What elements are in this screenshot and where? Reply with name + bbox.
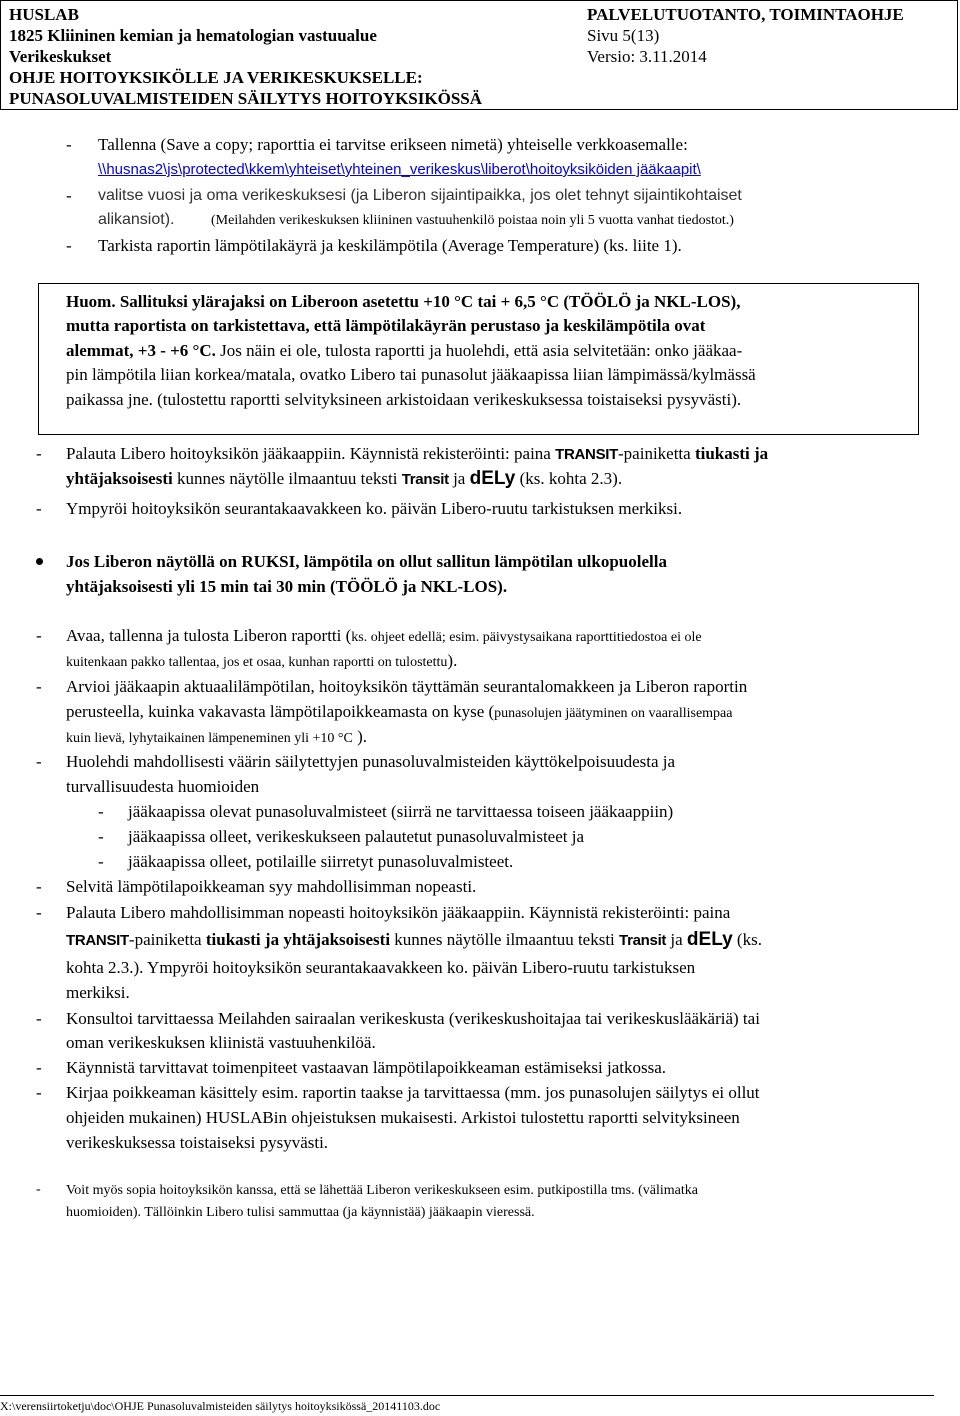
- return-fast-line2: TRANSIT-painiketta tiukasti ja yhtäjaksoisesti kunnes näytölle ilmaantuu teksti Transit ja dELy (ks.: [66, 929, 762, 950]
- return-fast-line1: Palauta Libero mahdollisimman nopeasti hoitoyksikön jääkaappiin. Käynnistä rekisteröinti: paina: [66, 903, 731, 922]
- record-line3: verikeskuksessa toistaiseksi pysyvästi.: [66, 1133, 329, 1152]
- header-version: Versio: 3.11.2014: [587, 47, 707, 66]
- warning-line1: Huom. Sallituksi ylärajaksi on Liberoon asetettu +10 °C tai + 6,5 °C (TÖÖLÖ ja NKL-LOS),: [66, 292, 741, 311]
- assess-line3: kuin lievä, lyhytaikainen lämpeneminen yli +10 °C ).: [66, 727, 367, 746]
- list-dash: -: [36, 1058, 42, 1077]
- dely-display-text: dELy: [469, 468, 516, 489]
- warning-line3-normal: Jos näin ei ole, tulosta raportti ja huolehdi, että asia selvitetään: onko jääkaa-: [215, 341, 743, 360]
- list-dash: -: [98, 827, 104, 846]
- header-doc-type: PALVELUTUOTANTO, TOIMINTAOHJE: [587, 5, 904, 24]
- assess-line1: Arvioi jääkaapin aktuaalilämpötilan, hoitoyksikön täyttämän seurantalomakkeen ja Liberon raportin: [66, 677, 748, 696]
- header-department: 1825 Kliininen kemian ja hematologian vastuualue: [9, 26, 377, 45]
- list-dash: -: [36, 877, 42, 896]
- header-org: HUSLAB: [9, 5, 79, 24]
- usability-line2: turvallisuudesta huomioiden: [66, 777, 260, 796]
- note-line1: Voit myös sopia hoitoyksikön kanssa, että se lähettää Liberon verikeskukseen esim. putkipostilla tms. (välimatka: [66, 1183, 698, 1198]
- header-instruction-line1: OHJE HOITOYKSIKÖLLE JA VERIKESKUKSELLE:: [9, 68, 423, 87]
- assess-line2: perusteella, kuinka vakavasta lämpötilapoikkeamasta on kyse (punasolujen jäätyminen on vaarallisempaa: [66, 702, 733, 721]
- header-page: Sivu 5(13): [587, 26, 660, 45]
- warning-line5: paikassa jne. (tulostettu raportti selvityksineen arkistoidaan verikeskuksessa toistaiseksi pysyvästi).: [66, 390, 742, 409]
- transit-button-label: TRANSIT: [555, 446, 619, 463]
- return-fast-line4: merkiksi.: [66, 983, 130, 1002]
- network-path-link[interactable]: \\husnas2\js\protected\kkem\yhteiset\yhteinen_verikeskus\liberot\hoitoyksiköiden jääkaapit\: [98, 161, 701, 178]
- header-unit: Verikeskukset: [9, 47, 112, 66]
- warning-line4: pin lämpötila liian korkea/matala, ovatko Libero tai punasolut jääkaapissa liian lämpimässä/kylmässä: [66, 365, 756, 384]
- archive-note: (Meilahden verikeskuksen kliininen vastuuhenkilö poistaa noin yli 5 vuotta vanhat tiedostot.): [211, 213, 734, 228]
- record-line2: ohjeiden mukainen) HUSLABin ohjeistuksen mukaisesti. Arkistoi tulostettu raportti selvityksineen: [66, 1108, 740, 1127]
- select-year-instruction: valitse vuosi ja oma verikeskuksesi (ja Liberon sijaintipaikka, jos olet tehnyt sijaintikohtaiset: [98, 187, 742, 204]
- list-dash: -: [36, 626, 42, 645]
- prevent-line: Käynnistä tarvittavat toimenpiteet vastaavan lämpötilapoikkeaman estämiseksi jatkossa.: [66, 1058, 667, 1077]
- transit-display-text: Transit: [401, 471, 449, 488]
- bullet-icon: [36, 558, 43, 565]
- save-instruction: Tallenna (Save a copy; raporttia ei tarvitse erikseen nimetä) yhteiselle verkkoasemalle:: [98, 135, 688, 154]
- list-dash: -: [36, 903, 42, 922]
- transit-display-text: Transit: [619, 932, 667, 949]
- circle-form-instruction: Ympyröi hoitoyksikön seurantakaavakkeen ko. päivän Libero-ruutu tarkistuksen merkiksi.: [66, 499, 683, 518]
- return-libero-line2: yhtäjaksoisesti kunnes näytölle ilmaantuu teksti Transit ja dELy (ks. kohta 2.3).: [66, 468, 623, 489]
- ruksi-line1: Jos Liberon näytöllä on RUKSI, lämpötila on ollut sallitun lämpötilan ulkopuolella: [66, 552, 667, 571]
- find-cause: Selvitä lämpötilapoikkeaman syy mahdollisimman nopeasti.: [66, 877, 477, 896]
- open-report-line2: kuitenkaan pakko tallentaa, jos et osaa, kunhan raportti on tulostettu).: [66, 651, 458, 670]
- consult-line2: oman verikeskuksen kliinistä vastuuhenkilöä.: [66, 1033, 376, 1052]
- dely-display-text: dELy: [686, 929, 733, 950]
- header-instruction-line2: PUNASOLUVALMISTEIDEN SÄILYTYS HOITOYKSIKÖSSÄ: [9, 89, 483, 108]
- sub-item: jääkaapissa olleet, potilaille siirretyt punasoluvalmisteet.: [128, 852, 514, 871]
- usability-line1: Huolehdi mahdollisesti väärin säilytettyjen punasoluvalmisteiden käyttökelpoisuudesta ja: [66, 752, 676, 771]
- list-dash: -: [36, 1083, 42, 1102]
- list-dash: -: [66, 135, 72, 154]
- list-dash: -: [36, 677, 42, 696]
- warning-line2: mutta raportista on tarkistettava, että lämpötilakäyrän perustaso ja keskilämpötila ovat: [66, 316, 706, 335]
- subfolders-text: alikansiot).: [98, 211, 175, 228]
- warning-line3-bold: alemmat, +3 - +6 °C.: [66, 341, 216, 360]
- sub-item: jääkaapissa olevat punasoluvalmisteet (siirrä ne tarvittaessa toiseen jääkaappiin): [128, 802, 674, 821]
- list-dash: -: [36, 444, 42, 463]
- list-dash: -: [36, 1182, 41, 1197]
- footer-divider: [0, 1395, 934, 1396]
- list-dash: -: [98, 852, 104, 871]
- warning-line3: [66, 339, 742, 363]
- transit-button-label: TRANSIT: [66, 932, 129, 949]
- return-fast-line3: kohta 2.3.). Ympyröi hoitoyksikön seurantakaavakkeen ko. päivän Libero-ruutu tarkistuksen: [66, 958, 696, 977]
- list-dash: -: [36, 1009, 42, 1028]
- document-header: [0, 0, 958, 110]
- list-dash: -: [36, 752, 42, 771]
- consult-line1: Konsultoi tarvittaessa Meilahden sairaalan verikeskusta (verikeskushoitajaa tai verikeskuslääkäriä) tai: [66, 1009, 760, 1028]
- list-dash: -: [66, 236, 72, 255]
- return-libero-line1: Palauta Libero hoitoyksikön jääkaappiin. Käynnistä rekisteröinti: paina TRANSIT-painiketta tiukasti ja: [66, 444, 769, 463]
- open-report-line1: Avaa, tallenna ja tulosta Liberon raportti (ks. ohjeet edellä; esim. päivystysaikana raporttitiedostoa ei ole: [66, 626, 702, 645]
- record-line1: Kirjaa poikkeaman käsittely esim. raportin taakse ja tarvittaessa (mm. jos punasolujen säilytys ei ollut: [66, 1083, 760, 1102]
- list-dash: -: [36, 499, 42, 518]
- check-temperature-instruction: Tarkista raportin lämpötilakäyrä ja keskilämpötila (Average Temperature) (ks. liite 1).: [98, 236, 682, 255]
- note-line2: huomioiden). Tällöinkin Libero tulisi sammuttaa (ja käynnistää) jääkaapin vieressä.: [66, 1205, 535, 1220]
- list-dash: -: [98, 802, 104, 821]
- ruksi-line2: yhtäjaksoisesti yli 15 min tai 30 min (TÖÖLÖ ja NKL-LOS).: [66, 577, 508, 596]
- list-dash: -: [66, 186, 72, 205]
- sub-item: jääkaapissa olleet, verikeskukseen palautetut punasoluvalmisteet ja: [128, 827, 585, 846]
- footer-file-path: X:\verensiirtoketju\doc\OHJE Punasoluvalmisteiden säilytys hoitoyksikössä_20141103.doc: [0, 1399, 441, 1413]
